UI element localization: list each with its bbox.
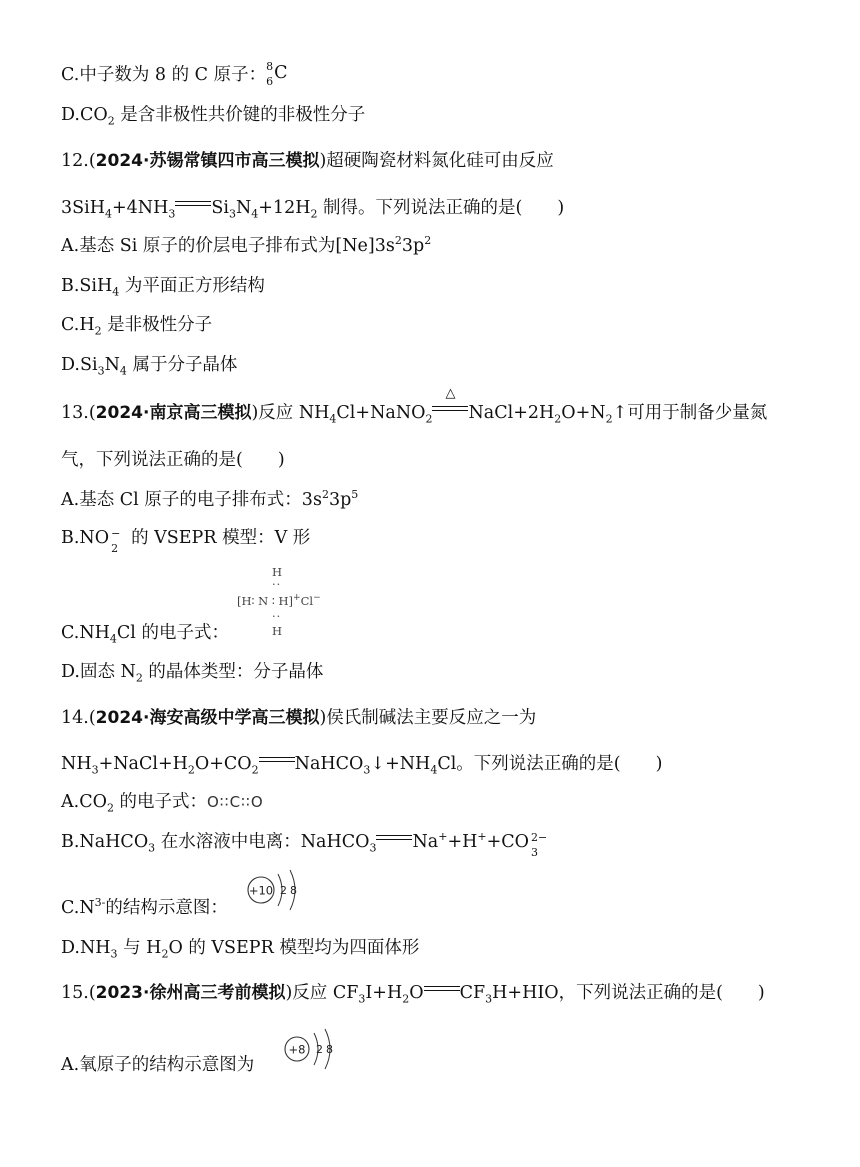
- q13-option-b: [61, 526, 311, 555]
- text: +NaCl+H: [98, 754, 188, 774]
- question-number: 14.(: [61, 708, 96, 728]
- element-symbol: C: [274, 63, 288, 83]
- shell-2-electrons: 8: [326, 1043, 333, 1056]
- ion-charge: [109, 527, 131, 555]
- q12-option-d: [61, 353, 237, 377]
- text: O+CO: [194, 754, 252, 774]
- subscript: 3: [110, 947, 118, 961]
- text: Cl 的电子式：: [116, 623, 229, 643]
- ion-charge: [529, 831, 555, 859]
- question-14-equation: [61, 752, 662, 776]
- question-15-stem: [61, 981, 765, 1005]
- question-13-stem-cont: [61, 448, 285, 472]
- text: D.固态 N: [61, 662, 136, 682]
- text: Na: [412, 832, 439, 852]
- superscript: 2: [321, 488, 329, 502]
- n3-structure-diagram: [244, 866, 306, 914]
- q14-option-b: [61, 830, 555, 859]
- question-number: 13.(: [61, 403, 96, 423]
- text: D.NH: [61, 938, 111, 958]
- text: A.氧原子的结构示意图为: [61, 1055, 255, 1075]
- text: B.SiH: [61, 276, 113, 296]
- text: 是含非极性共价键的非极性分子: [114, 105, 366, 125]
- lewis-bottom-dots: ··: [272, 609, 282, 623]
- lewis-top-h: H: [272, 565, 283, 579]
- shell-1-electrons: 2: [280, 884, 287, 897]
- question-number: 12.(: [61, 151, 96, 171]
- question-12-stem: [61, 149, 554, 173]
- q12-option-c: [61, 313, 212, 337]
- text: 是非极性分子: [101, 315, 213, 335]
- subscript: 2: [251, 763, 259, 777]
- subscript: 2: [187, 763, 195, 777]
- superscript: −: [313, 593, 321, 604]
- subscript: 2: [605, 412, 613, 426]
- text: Si: [211, 198, 229, 218]
- text: 制得。下列说法正确的是( ): [317, 198, 565, 218]
- question-13-stem: [61, 386, 768, 426]
- text: +H: [447, 832, 478, 852]
- superscript: 3-: [94, 896, 106, 910]
- text: NaCl+2H: [468, 403, 555, 423]
- text: O+N: [561, 403, 606, 423]
- text: A.CO: [61, 792, 107, 812]
- atomic-number: 6: [266, 75, 274, 88]
- subscript: 2: [310, 207, 318, 221]
- text: B.NO: [61, 528, 110, 548]
- text: NH: [61, 754, 92, 774]
- question-14-stem: [61, 706, 536, 730]
- subscript: 2: [554, 412, 562, 426]
- question-source: 2024·南京高三模拟: [95, 403, 252, 423]
- text: 的 VSEPR 模型：V 形: [131, 528, 311, 548]
- text: C.H: [61, 315, 95, 335]
- text: A.基态 Cl 原子的电子排布式：3s: [61, 490, 322, 510]
- superscript: 2: [424, 234, 432, 248]
- superscript: +: [477, 830, 487, 844]
- q14-option-a: [61, 790, 264, 814]
- lewis-top-dots: ··: [272, 577, 282, 591]
- text: ↓+NH: [370, 754, 431, 774]
- subscript: 4: [112, 285, 120, 299]
- superscript: 5: [351, 488, 359, 502]
- co2-electron-formula: O∶∶C∶∶O: [207, 793, 264, 811]
- question-number: 15.(: [61, 983, 96, 1003]
- text: )侯氏制碱法主要反应之一为: [319, 708, 537, 728]
- option-c-line: [61, 61, 288, 87]
- q14-option-c: [61, 896, 228, 920]
- shell-2-electrons: 8: [290, 884, 297, 897]
- subscript: 3: [363, 763, 371, 777]
- text: H+HIO，下列说法正确的是( ): [492, 983, 765, 1003]
- superscript: +: [438, 830, 448, 844]
- subscript: 2: [94, 324, 102, 338]
- lewis-cation: [H∶ N ∶ H]: [237, 594, 294, 608]
- q13-option-a: [61, 488, 358, 512]
- subscript: 3: [531, 846, 539, 859]
- text: O: [409, 983, 424, 1003]
- reaction-equals-heat-sign: [432, 386, 468, 414]
- text: C.N: [61, 898, 95, 918]
- heat-triangle-icon: △: [445, 386, 456, 401]
- subscript: 4: [119, 364, 127, 378]
- reaction-equals-sign: [175, 199, 211, 209]
- nucleus-charge: +8: [288, 1042, 306, 1057]
- text: 3p: [401, 236, 425, 256]
- subscript: 3: [148, 841, 156, 855]
- ionization-equals-sign: [376, 833, 412, 843]
- text: 为平面正方形结构: [119, 276, 265, 296]
- reaction-equals-sign: [424, 984, 460, 994]
- subscript: 2: [135, 671, 143, 685]
- subscript: 3: [369, 841, 377, 855]
- superscript: 2−: [531, 831, 548, 844]
- text: Cl。下列说法正确的是( ): [437, 754, 663, 774]
- oxygen-structure-diagram: [282, 1025, 342, 1073]
- text: 的结构示意图：: [105, 898, 228, 918]
- text: 与 H: [117, 938, 162, 958]
- text: 在水溶液中电离：NaHCO: [155, 832, 370, 852]
- text: I+H: [365, 983, 403, 1003]
- text: D.Si: [61, 355, 98, 375]
- lewis-bottom-h: H: [272, 624, 283, 638]
- text: 属于分子晶体: [126, 355, 238, 375]
- subscript: 3: [228, 207, 236, 221]
- reaction-equals-sign: [259, 755, 295, 765]
- text: N: [104, 355, 120, 375]
- subscript: 4: [329, 412, 337, 426]
- q13-option-c: [61, 621, 229, 645]
- subscript: 2: [425, 412, 433, 426]
- text: +4NH: [111, 198, 169, 218]
- subscript: 2: [111, 542, 119, 555]
- text: )超硬陶瓷材料氮化硅可由反应: [319, 151, 554, 171]
- text: Cl+NaNO: [336, 403, 426, 423]
- subscript: 2: [106, 801, 114, 815]
- subscript: 3: [97, 364, 105, 378]
- subscript: 4: [251, 207, 259, 221]
- question-source: 2024·苏锡常镇四市高三模拟: [95, 151, 320, 171]
- isotope-notation: [266, 60, 288, 88]
- subscript: 2: [161, 947, 169, 961]
- q12-option-a: [61, 234, 431, 258]
- superscript: 2: [394, 234, 402, 248]
- superscript: −: [111, 527, 121, 540]
- lewis-middle-row: [237, 595, 321, 607]
- subscript: 3: [358, 992, 366, 1006]
- q14-option-d: [61, 936, 419, 960]
- text: NaHCO: [294, 754, 364, 774]
- text: C.NH: [61, 623, 110, 643]
- text: O 的 VSEPR 模型均为四面体形: [168, 938, 420, 958]
- text: A.基态 Si 原子的价层电子排布式为[Ne]3s: [61, 236, 395, 256]
- subscript: 3: [91, 763, 99, 777]
- text: +CO: [486, 832, 530, 852]
- mass-number: 8: [266, 60, 274, 73]
- subscript: 4: [104, 207, 112, 221]
- text: 3p: [328, 490, 352, 510]
- q15-option-a: [61, 1053, 254, 1077]
- text: ↑可用于制备少量氮: [612, 403, 768, 423]
- text: 的晶体类型：分子晶体: [142, 662, 324, 682]
- subscript: 2: [107, 114, 115, 128]
- text: D.CO: [61, 105, 108, 125]
- text: 的电子式：: [113, 792, 207, 812]
- nucleus-charge: +10: [248, 883, 274, 898]
- lewis-anion: Cl: [300, 594, 314, 608]
- question-source: 2024·海安高级中学高三模拟: [95, 708, 320, 728]
- question-12-equation: [61, 196, 564, 220]
- text: 气，下列说法正确的是( ): [61, 450, 285, 470]
- subscript: 2: [402, 992, 410, 1006]
- option-d-line: [61, 103, 365, 127]
- text: CF: [459, 983, 486, 1003]
- subscript: 3: [168, 207, 176, 221]
- subscript: 3: [485, 992, 493, 1006]
- question-source: 2023·徐州高三考前模拟: [95, 983, 286, 1003]
- text: N: [235, 198, 252, 218]
- q13-option-d: [61, 660, 323, 684]
- option-c-text: C.中子数为 8 的 C 原子：: [61, 65, 267, 85]
- shell-1-electrons: 2: [316, 1043, 323, 1056]
- text: )反应 NH: [251, 403, 330, 423]
- text: +12H: [258, 198, 311, 218]
- q12-option-b: [61, 274, 265, 298]
- subscript: 4: [109, 632, 117, 646]
- subscript: 4: [430, 763, 438, 777]
- text: 3SiH: [61, 198, 105, 218]
- text: B.NaHCO: [61, 832, 149, 852]
- text: )反应 CF: [285, 983, 359, 1003]
- superscript: +: [293, 593, 301, 604]
